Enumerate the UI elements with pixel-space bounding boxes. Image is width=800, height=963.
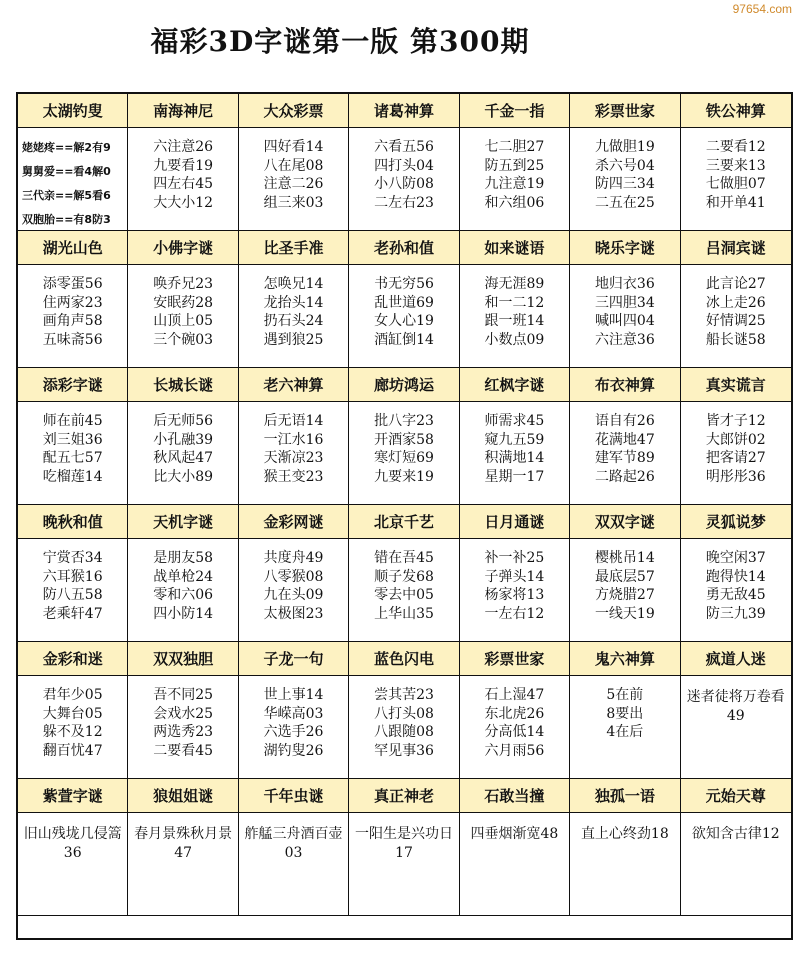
- riddle-line: 建军节89: [594, 450, 655, 466]
- riddle-line: 师需求45: [484, 413, 545, 429]
- riddle-line: 防三九39: [705, 605, 766, 622]
- riddle-line: 战单枪24: [153, 568, 214, 585]
- page-title: 福彩3D字谜第一版 第300期: [150, 25, 530, 58]
- riddle-line: 一线天19: [594, 605, 655, 622]
- column-header-label: 南海神尼: [149, 98, 217, 123]
- riddle-line: 分高低14: [484, 724, 545, 740]
- riddle-line: 共度舟49: [263, 550, 324, 566]
- riddle-line: 宁赏否34: [42, 550, 103, 566]
- riddle-line: 错在吾45: [374, 550, 434, 566]
- column-header: [681, 231, 791, 265]
- riddle-line: 大郎饼02: [705, 431, 766, 448]
- column-header: [460, 642, 570, 676]
- column-header-label: 小佛字谜: [149, 235, 217, 260]
- column-header: [460, 779, 570, 813]
- riddle-cell: [681, 402, 791, 505]
- riddle-line: 此言论27: [705, 276, 766, 292]
- riddle-line: 世上事14: [263, 687, 324, 703]
- column-header-label: 晓乐字谜: [591, 235, 659, 260]
- riddle-line: 吃榴莲14: [42, 468, 103, 485]
- column-header-label: 疯道人迷: [702, 646, 770, 671]
- riddle-line: 遇到狼25: [263, 331, 324, 348]
- column-header: [570, 505, 680, 539]
- riddle-line: 君年少05: [42, 687, 103, 703]
- riddle-line: 和开单41: [705, 194, 766, 211]
- riddle-cell: [681, 539, 791, 642]
- column-header: [239, 231, 349, 265]
- riddle-cell: [681, 265, 791, 368]
- column-header: [570, 642, 680, 676]
- riddle-line: 酒缸倒14: [374, 331, 434, 348]
- column-header-label: 鬼六神算: [591, 646, 659, 671]
- column-header-label: 添彩字谜: [39, 372, 107, 397]
- riddle-cell: [18, 265, 128, 368]
- riddle-line: 二要看12: [705, 139, 766, 155]
- riddle-line: 罕见事36: [374, 742, 434, 759]
- riddle-line: 晚空闲37: [705, 550, 766, 566]
- column-header: [570, 368, 680, 402]
- riddle-line: 住两家23: [42, 294, 103, 311]
- column-header: [570, 779, 680, 813]
- column-header: [570, 231, 680, 265]
- riddle-line: 明彤彤36: [705, 468, 766, 485]
- riddle-cell: [18, 676, 128, 779]
- riddle-cell: [460, 676, 570, 779]
- riddle-line: 窥九五59: [484, 431, 545, 448]
- riddle-line: 一阳生是兴功日17: [354, 826, 453, 861]
- riddle-line: 春月景殊秋月景47: [134, 826, 233, 861]
- riddle-cell: [460, 128, 570, 231]
- riddle-line: 九注意19: [484, 176, 545, 192]
- riddle-line: 后无师56: [153, 413, 214, 429]
- riddle-line: 四左右45: [153, 176, 214, 192]
- riddle-line: 注意二26: [263, 176, 324, 192]
- riddle-line: 老乘轩47: [42, 605, 103, 622]
- column-header: [18, 368, 128, 402]
- column-header: [239, 368, 349, 402]
- riddle-line: 二要看45: [153, 742, 214, 759]
- riddle-line: 翻百忧47: [42, 742, 103, 759]
- riddle-line: 星期一17: [484, 468, 545, 485]
- column-header: [349, 642, 459, 676]
- riddle-line: 会戏水25: [153, 705, 214, 722]
- riddle-line: 小八防08: [374, 176, 434, 192]
- riddle-line: 跑得快14: [705, 568, 766, 585]
- riddle-line: 和六组06: [484, 194, 545, 211]
- riddle-line: 配五七57: [42, 450, 103, 466]
- riddle-line: 冰上走26: [705, 294, 766, 311]
- riddle-line: 一江水16: [263, 431, 324, 448]
- column-header-label: 双双独胆: [149, 646, 217, 671]
- riddle-line: 女人心19: [374, 313, 434, 329]
- column-header-label: 灵狐说梦: [702, 509, 770, 534]
- riddle-cell: [681, 813, 791, 916]
- riddle-cell: [128, 676, 238, 779]
- column-header-label: 日月通谜: [480, 509, 548, 534]
- column-header-label: 长城长谜: [149, 372, 217, 397]
- riddle-line: 八在尾08: [263, 157, 324, 174]
- riddle-cell: [349, 402, 459, 505]
- riddle-cell: [681, 128, 791, 231]
- riddle-line: 上华山35: [374, 605, 434, 622]
- riddle-line: 三要来13: [705, 157, 766, 174]
- column-header: [460, 94, 570, 128]
- riddle-line: 跟一班14: [484, 313, 545, 329]
- riddle-line: 两选秀23: [153, 724, 214, 740]
- riddle-line: 勇无敌45: [705, 587, 766, 603]
- column-header-label: 彩票世家: [591, 98, 659, 123]
- riddle-line: 比大小89: [153, 468, 214, 485]
- column-header: [128, 779, 238, 813]
- riddle-line: 寒灯短69: [374, 450, 434, 466]
- column-header-label: 狼姐姐谜: [149, 783, 217, 808]
- riddle-line: 刘三姐36: [42, 431, 103, 448]
- column-header: [349, 779, 459, 813]
- riddle-line: 零和六06: [153, 587, 214, 603]
- column-header-label: 如来谜语: [480, 235, 548, 260]
- riddle-line: 师在前45: [42, 413, 103, 429]
- riddle-line: 三个碗03: [153, 331, 214, 348]
- riddle-line: 零去中05: [374, 587, 434, 603]
- riddle-line: 六耳猴16: [42, 568, 103, 585]
- riddle-line: 九做胆19: [594, 139, 655, 155]
- riddle-line: 方烧腊27: [594, 587, 655, 603]
- riddle-line: 开酒家58: [374, 431, 434, 448]
- riddle-line: 东北虎26: [484, 705, 545, 722]
- riddle-line: 组三来03: [263, 194, 324, 211]
- riddle-line: 八零猴08: [263, 568, 324, 585]
- riddle-cell: [349, 813, 459, 916]
- column-header: [681, 94, 791, 128]
- riddle-line: 和一二12: [484, 294, 545, 311]
- column-header-label: 独孤一语: [591, 783, 659, 808]
- column-header: [239, 94, 349, 128]
- riddle-line: 8要出: [606, 705, 644, 722]
- column-header-label: 吕洞宾谜: [702, 235, 770, 260]
- riddle-line: 补一补25: [484, 550, 545, 566]
- column-header: [128, 642, 238, 676]
- riddle-cell: [570, 539, 680, 642]
- riddle-cell: [681, 676, 791, 779]
- riddle-line: 顺子发68: [374, 568, 434, 585]
- column-header-label: 布衣神算: [591, 372, 659, 397]
- riddle-line: 防五到25: [484, 157, 545, 174]
- riddle-cell: [349, 539, 459, 642]
- column-header: [349, 505, 459, 539]
- riddle-cell: [128, 265, 238, 368]
- riddle-line: 四好看14: [263, 139, 324, 155]
- column-header-label: 湖光山色: [39, 235, 107, 260]
- column-header-label: 真正神老: [370, 783, 438, 808]
- riddle-line: 欲知含古律12: [691, 826, 780, 842]
- riddle-line: 山顶上05: [153, 313, 214, 329]
- riddle-line: 八打头08: [374, 705, 434, 722]
- riddle-line: 喊叫四04: [594, 313, 655, 329]
- riddle-line: 添零蛋56: [42, 276, 103, 292]
- riddle-line: 七做胆07: [705, 176, 766, 192]
- column-header: [349, 231, 459, 265]
- column-header: [349, 94, 459, 128]
- riddle-line: 4在后: [606, 724, 644, 740]
- riddle-cell: [570, 402, 680, 505]
- column-header-label: 元始天尊: [702, 783, 770, 808]
- riddle-line: 樱桃吊14: [594, 550, 655, 566]
- riddle-cell: [239, 676, 349, 779]
- column-header: [128, 231, 238, 265]
- riddle-line: 最底层57: [594, 568, 655, 585]
- column-header-label: 红枫字谜: [480, 372, 548, 397]
- riddle-line: 三四胆34: [594, 294, 655, 311]
- riddle-line: 猴王变23: [263, 468, 324, 485]
- riddle-line: 八跟随08: [374, 724, 434, 740]
- riddle-cell: [349, 265, 459, 368]
- column-header-label: 老孙和值: [370, 235, 438, 260]
- column-header: [18, 642, 128, 676]
- riddle-line: 六选手26: [263, 724, 324, 740]
- column-header-label: 北京千艺: [370, 509, 438, 534]
- riddle-line: 四垂烟渐宽48: [470, 826, 559, 842]
- riddle-line: 杀六号04: [594, 157, 655, 174]
- riddle-line: 六注意26: [153, 139, 214, 155]
- riddle-cell: [128, 539, 238, 642]
- riddle-line: 积满地14: [484, 450, 545, 466]
- column-header: [681, 368, 791, 402]
- riddle-line: 九要看19: [153, 157, 214, 174]
- riddle-line: 怎唤兄14: [263, 276, 324, 292]
- riddle-line: 批八字23: [374, 413, 434, 429]
- riddle-line: 石上湿47: [484, 687, 545, 703]
- column-header: [681, 779, 791, 813]
- column-header-label: 蓝色闪电: [370, 646, 438, 671]
- riddle-cell: [349, 676, 459, 779]
- riddle-cell: [18, 539, 128, 642]
- riddle-cell: [570, 128, 680, 231]
- column-header: [460, 368, 570, 402]
- column-header: [460, 505, 570, 539]
- riddle-line: 大舞台05: [42, 705, 103, 722]
- riddle-line: 五味斋56: [42, 331, 103, 348]
- riddle-line: 舴艋三舟酒百壶03: [244, 826, 343, 861]
- riddle-cell: [460, 813, 570, 916]
- riddle-cell: [570, 265, 680, 368]
- riddle-line: 大大小12: [153, 194, 214, 211]
- riddle-line: 二路起26: [594, 468, 655, 485]
- column-header: [681, 642, 791, 676]
- riddle-cell: [349, 128, 459, 231]
- riddle-cell: [460, 265, 570, 368]
- column-header-label: 真实谎言: [702, 372, 770, 397]
- column-header-label: 比圣手准: [260, 235, 328, 260]
- riddle-line: 杨家将13: [484, 587, 545, 603]
- riddle-line: 花满地47: [594, 431, 655, 448]
- riddle-line: 船长谜58: [705, 331, 766, 348]
- riddle-line: 地归衣36: [594, 276, 655, 292]
- riddle-line: 防四三34: [594, 176, 655, 192]
- riddle-line: 二五在25: [594, 194, 655, 211]
- column-header-label: 太湖钓叟: [39, 98, 107, 123]
- column-header: [239, 505, 349, 539]
- riddle-line: 龙抬头14: [263, 294, 324, 311]
- riddle-cell: [128, 128, 238, 231]
- riddle-line: 子弹头14: [484, 568, 545, 585]
- riddle-cell: [239, 128, 349, 231]
- riddle-line: 六月雨56: [484, 742, 545, 759]
- riddle-line: 把客请27: [705, 450, 766, 466]
- column-header-label: 铁公神算: [702, 98, 770, 123]
- riddle-line: 姥姥疼==解2有9: [22, 141, 111, 154]
- riddle-cell: [18, 128, 128, 231]
- riddle-grid: [16, 92, 793, 940]
- riddle-line: 扔石头24: [263, 313, 324, 329]
- riddle-line: 是朋友58: [153, 550, 214, 566]
- riddle-cell: [460, 402, 570, 505]
- riddle-line: 画角声58: [42, 313, 103, 329]
- column-header-label: 千金一指: [480, 98, 548, 123]
- riddle-line: 躲不及12: [42, 724, 103, 740]
- riddle-line: 后无语14: [263, 413, 324, 429]
- riddle-line: 秋风起47: [153, 450, 214, 466]
- riddle-line: 尝其苦23: [374, 687, 434, 703]
- column-header: [239, 642, 349, 676]
- column-header-label: 子龙一句: [260, 646, 328, 671]
- riddle-cell: [239, 813, 349, 916]
- riddle-line: 天渐凉23: [263, 450, 324, 466]
- riddle-line: 六注意36: [594, 331, 655, 348]
- riddle-line: 迷者徒将万卷看49: [686, 689, 785, 724]
- column-header: [239, 779, 349, 813]
- riddle-cell: [570, 813, 680, 916]
- riddle-line: 六看五56: [374, 139, 434, 155]
- riddle-line: 七二胆27: [484, 139, 545, 155]
- riddle-line: 二左右23: [374, 194, 434, 211]
- riddle-line: 舅舅爱==看4解0: [22, 165, 111, 178]
- riddle-cell: [128, 402, 238, 505]
- column-header-label: 千年虫谜: [260, 783, 328, 808]
- column-header-label: 彩票世家: [480, 646, 548, 671]
- riddle-cell: [18, 402, 128, 505]
- riddle-cell: [18, 813, 128, 916]
- riddle-line: 湖钓叟26: [263, 742, 324, 759]
- column-header-label: 廊坊鸿运: [370, 372, 438, 397]
- column-header-label: 金彩和迷: [39, 646, 107, 671]
- column-header: [18, 231, 128, 265]
- column-header: [681, 505, 791, 539]
- column-header: [570, 94, 680, 128]
- column-header: [128, 505, 238, 539]
- riddle-cell: [128, 813, 238, 916]
- column-header: [128, 368, 238, 402]
- column-header: [18, 505, 128, 539]
- riddle-line: 海无涯89: [484, 276, 545, 292]
- riddle-line: 小孔融39: [153, 431, 214, 448]
- riddle-line: 双胞胎==有8防3: [22, 213, 111, 226]
- riddle-line: 唤乔兄23: [153, 276, 214, 292]
- column-header: [18, 779, 128, 813]
- column-header-label: 双双字谜: [591, 509, 659, 534]
- riddle-line: 四打头04: [374, 157, 434, 174]
- column-header-label: 石敢当撞: [480, 783, 548, 808]
- riddle-cell: [239, 265, 349, 368]
- site-watermark: 97654.com: [732, 2, 792, 16]
- riddle-cell: [460, 539, 570, 642]
- riddle-line: 皆才子12: [705, 413, 766, 429]
- riddle-line: 5在前: [606, 687, 644, 703]
- riddle-line: 九在头09: [263, 587, 324, 603]
- riddle-line: 好情调25: [705, 313, 766, 329]
- riddle-cell: [239, 402, 349, 505]
- column-header: [349, 368, 459, 402]
- riddle-line: 一左右12: [484, 605, 545, 622]
- riddle-line: 小数点09: [484, 331, 545, 348]
- column-header: [128, 94, 238, 128]
- riddle-line: 九要来19: [374, 468, 434, 485]
- column-header-label: 老六神算: [260, 372, 328, 397]
- column-header: [460, 231, 570, 265]
- riddle-line: 直上心终劲18: [580, 826, 669, 842]
- riddle-line: 旧山残垅几侵篙36: [23, 826, 122, 861]
- column-header-label: 晚秋和值: [39, 509, 107, 534]
- column-header: [18, 94, 128, 128]
- riddle-line: 华嵘高03: [263, 705, 324, 722]
- riddle-cell: [239, 539, 349, 642]
- riddle-line: 太极图23: [263, 605, 324, 622]
- column-header-label: 大众彩票: [260, 98, 328, 123]
- riddle-line: 安眠药28: [153, 294, 214, 311]
- riddle-line: 语自有26: [594, 413, 655, 429]
- column-header-label: 紫萱字谜: [39, 783, 107, 808]
- riddle-line: 乱世道69: [374, 294, 434, 311]
- column-header-label: 天机字谜: [149, 509, 217, 534]
- column-header-label: 诸葛神算: [370, 98, 438, 123]
- riddle-line: 防八五58: [42, 587, 103, 603]
- riddle-line: 三代亲==解5看6: [22, 189, 111, 202]
- column-header-label: 金彩网谜: [260, 509, 328, 534]
- riddle-line: 四小防14: [153, 605, 214, 622]
- riddle-line: 书无穷56: [374, 276, 434, 292]
- riddle-cell: [570, 676, 680, 779]
- riddle-line: 吾不同25: [153, 687, 214, 703]
